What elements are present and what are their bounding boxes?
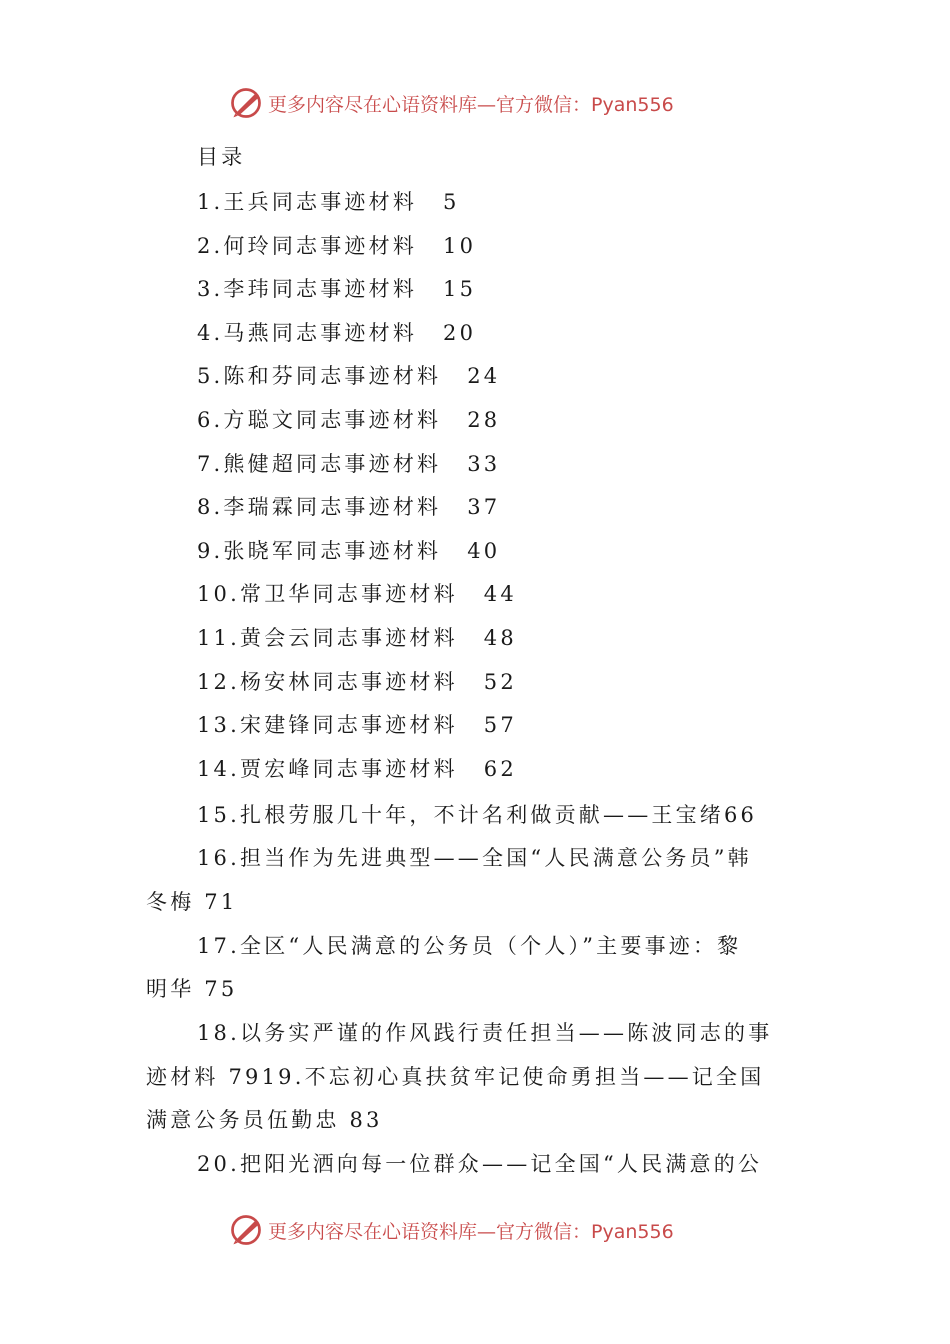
toc-entry-label: 3.李玮同志事迹材料	[197, 277, 418, 301]
toc-entry	[197, 536, 500, 566]
toc-entry	[197, 754, 517, 784]
toc-entry-label: 12.杨安林同志事迹材料	[197, 670, 458, 694]
toc-entry-page: 20	[443, 321, 477, 345]
toc-entry-label: 13.宋建锋同志事迹材料	[197, 713, 458, 737]
toc-entry	[197, 449, 500, 479]
toc-entry-label: 11.黄会云同志事迹材料	[197, 626, 458, 650]
toc-entry	[197, 667, 517, 697]
toc-entry	[197, 274, 476, 304]
toc-entry-label: 6.方聪文同志事迹材料	[197, 408, 442, 432]
toc-line-17a: 17.全区“人民满意的公务员（个人）”主要事迹：黎	[197, 934, 742, 958]
toc-entry-label: 8.李瑞霖同志事迹材料	[197, 495, 442, 519]
toc-line-16a: 16.担当作为先进典型——全国“人民满意公务员”韩	[197, 846, 752, 870]
toc-entry-label: 10.常卫华同志事迹材料	[197, 582, 458, 606]
pen-logo-icon	[228, 1212, 264, 1248]
toc-entry-page: 62	[483, 757, 517, 781]
banner-text: 更多内容尽在心语资料库—官方微信：	[268, 1220, 592, 1243]
toc-entry-page: 37	[467, 495, 501, 519]
toc-entry-page: 52	[483, 670, 517, 694]
toc-entry-page: 40	[467, 539, 501, 563]
toc-entry	[197, 579, 517, 609]
toc-entry-label: 1.王兵同志事迹材料	[197, 190, 418, 214]
banner-text: 更多内容尽在心语资料库—官方微信：	[268, 93, 592, 116]
toc-entry-page: 28	[467, 408, 501, 432]
toc-entry-label: 2.何玲同志事迹材料	[197, 234, 418, 258]
toc-entry-label: 14.贾宏峰同志事迹材料	[197, 757, 458, 781]
toc-line-17b: 明华 75	[146, 977, 238, 1001]
pen-logo-icon	[228, 85, 264, 121]
toc-title: 目录	[197, 145, 246, 169]
toc-entry-page: 10	[443, 234, 477, 258]
toc-entry	[197, 623, 517, 653]
footer-banner	[228, 1210, 674, 1250]
toc-line-15: 15.扎根劳服几十年，不计名利做贡献——王宝绪66	[197, 803, 758, 827]
toc-entry	[197, 187, 460, 217]
toc-entry-label: 5.陈和芬同志事迹材料	[197, 364, 442, 388]
toc-entry	[197, 405, 500, 435]
toc-line-18a: 18.以务实严谨的作风践行责任担当——陈波同志的事	[197, 1021, 773, 1045]
toc-entry	[197, 231, 476, 261]
toc-entry-page: 24	[467, 364, 501, 388]
toc-entry	[197, 361, 500, 391]
toc-entry-page: 15	[443, 277, 477, 301]
toc-entry-page: 48	[483, 626, 517, 650]
toc-entry-page: 33	[467, 452, 501, 476]
banner-wechat-id: Pyan556	[591, 93, 674, 116]
toc-entry-page: 57	[483, 713, 517, 737]
toc-entry-label: 7.熊健超同志事迹材料	[197, 452, 442, 476]
toc-line-18b: 迹材料 7919.不忘初心真扶贫牢记使命勇担当——记全国	[146, 1065, 765, 1089]
toc-entry-label: 9.张晓军同志事迹材料	[197, 539, 442, 563]
toc-entry-page: 5	[443, 190, 460, 214]
toc-entry-label: 4.马燕同志事迹材料	[197, 321, 418, 345]
toc-entry	[197, 318, 476, 348]
toc-entry	[197, 492, 500, 522]
toc-entry-page: 44	[483, 582, 517, 606]
toc-line-20: 20.把阳光洒向每一位群众——记全国“人民满意的公	[197, 1152, 763, 1176]
toc-line-18c: 满意公务员伍勤忠 83	[146, 1108, 383, 1132]
toc-line-16b: 冬梅 71	[146, 890, 238, 914]
toc-entry	[197, 710, 517, 740]
header-banner	[228, 83, 674, 123]
banner-wechat-id: Pyan556	[591, 1220, 674, 1243]
